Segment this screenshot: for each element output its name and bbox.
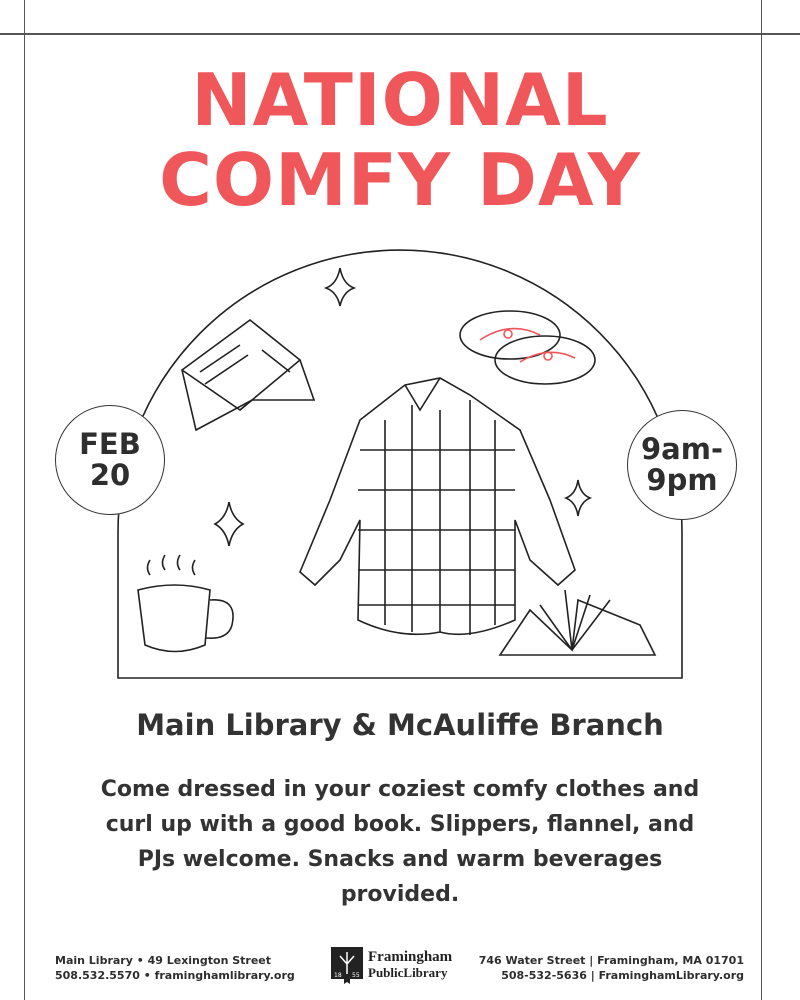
coffee-mug-icon bbox=[138, 555, 233, 652]
footer-mcauliffe-branch bbox=[479, 953, 744, 983]
open-book-icon bbox=[182, 320, 314, 430]
sparkle-icon bbox=[566, 480, 590, 516]
date-month: FEB bbox=[79, 427, 141, 461]
open-book-pages-icon bbox=[500, 590, 655, 655]
footer-left-contact: 508.532.5570 • framinghamlibrary.org bbox=[55, 969, 295, 982]
library-logo bbox=[330, 946, 452, 984]
title-line-2: COMFY DAY bbox=[159, 138, 641, 222]
time-badge bbox=[627, 410, 737, 520]
logo-year-left: 18 bbox=[334, 972, 342, 979]
logo-name: Framingham bbox=[368, 949, 453, 965]
flannel-shirt-icon bbox=[300, 378, 575, 635]
footer-main-library bbox=[55, 953, 295, 983]
arch-frame bbox=[118, 250, 682, 678]
date-day: 20 bbox=[89, 458, 131, 492]
sparkle-icon bbox=[215, 502, 243, 546]
logo-subname: PublicLibrary bbox=[368, 965, 448, 980]
footer-right-contact: 508-532-5636 | FraminghamLibrary.org bbox=[501, 969, 744, 982]
footer-right-address: 746 Water Street | Framingham, MA 01701 bbox=[478, 954, 744, 967]
slippers-icon bbox=[460, 311, 595, 384]
logo-year-right: 55 bbox=[352, 972, 360, 979]
time-end: 9pm bbox=[646, 463, 718, 497]
footer-left-address: Main Library • 49 Lexington Street bbox=[55, 954, 272, 967]
venue-heading: Main Library & McAuliffe Branch bbox=[136, 708, 664, 742]
event-description: Come dressed in your coziest comfy clothes and curl up with a good book. Slippers, flannel, and PJs welcome. Snacks and warm beverages provided. bbox=[100, 777, 700, 907]
title-line-1: NATIONAL bbox=[191, 58, 609, 142]
sparkle-icon bbox=[326, 268, 354, 306]
tree-book-logo-icon bbox=[330, 946, 364, 984]
date-badge bbox=[55, 405, 165, 515]
time-start: 9am- bbox=[640, 432, 723, 466]
